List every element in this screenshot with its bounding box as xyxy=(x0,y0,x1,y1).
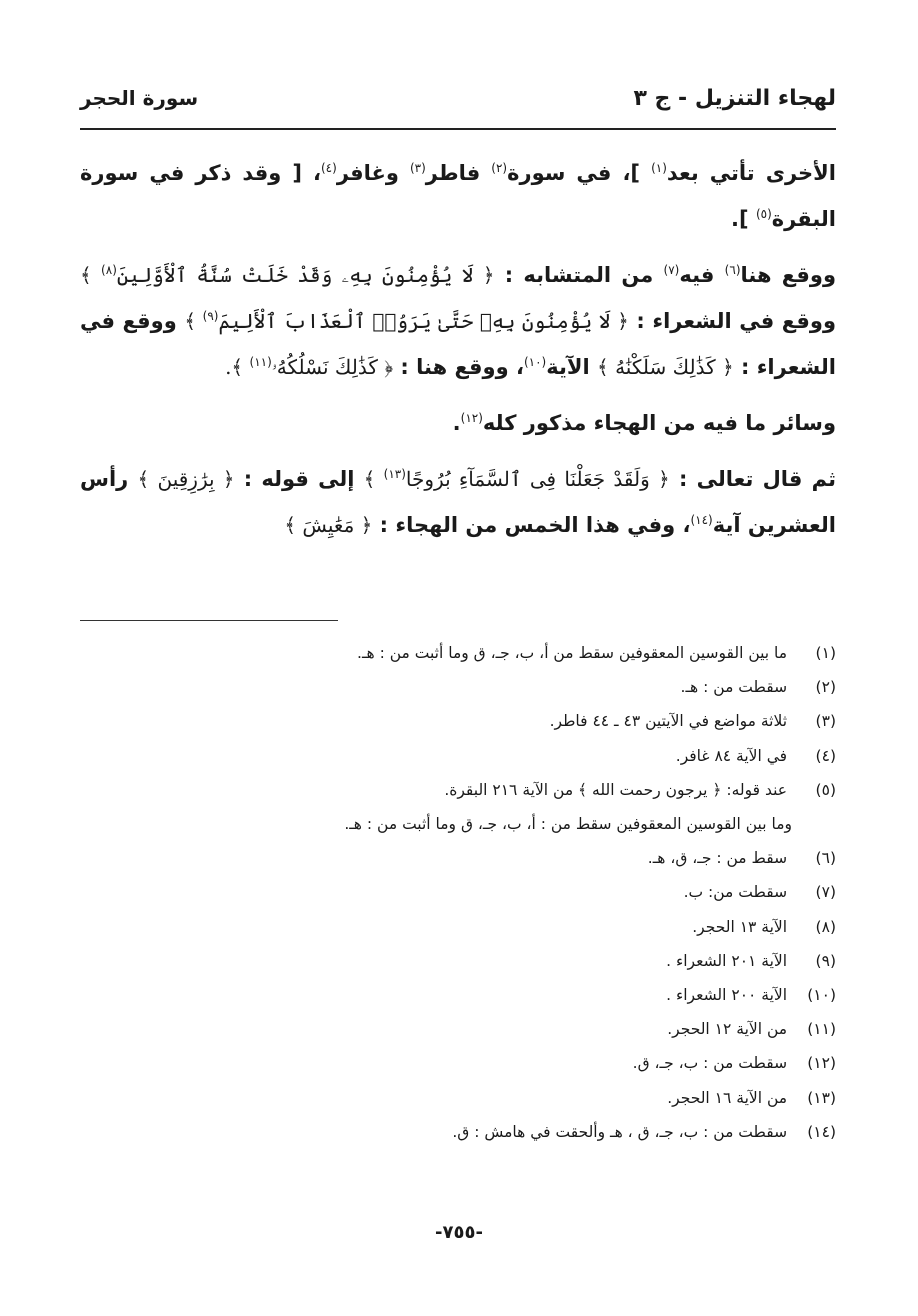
footnote-item xyxy=(80,978,836,1012)
text-run: ]، في سورة xyxy=(507,161,652,185)
text-run: فاطر xyxy=(425,161,492,185)
footnote-number: (١١) xyxy=(807,1020,836,1039)
footnote-number: (٥) xyxy=(815,780,836,799)
footnote-ref: (٥) xyxy=(755,207,772,221)
footnote-number: (١٢) xyxy=(807,1054,836,1073)
footnote-ref: (٦) xyxy=(724,263,741,277)
footnote-item xyxy=(80,1115,836,1149)
paragraph-2 xyxy=(80,252,836,390)
sura-title: سورة الحجر xyxy=(80,86,199,110)
text-run: وغافر xyxy=(336,161,410,185)
quran-quote: ﴿ وَلَقَدْ جَعَلْنَا فِى ٱلسَّمَآءِ بُرُوجًا xyxy=(405,467,670,491)
footnote-text: الآية ٢٠٠ الشعراء . xyxy=(666,986,788,1005)
footnote-text: الآية ١٣ الحجر. xyxy=(692,917,788,936)
footnote-number: (٨) xyxy=(815,917,836,936)
quran-quote: ﴿ بِرَٰزِقِينَ ﴾ xyxy=(137,467,235,491)
footnote-item xyxy=(80,1046,836,1080)
footnote-text: سقطت من : هـ. xyxy=(680,678,788,697)
text-run: ، [ وقد ذكر في سورة البقرة xyxy=(80,161,836,231)
page-number: -٧٥٥- xyxy=(435,1222,483,1243)
text-run: الآية xyxy=(546,355,597,379)
footnote-ref: (١٠) xyxy=(523,355,547,369)
footnote-ref: (١) xyxy=(651,161,667,175)
footnote-item xyxy=(80,739,836,773)
text-run: الأخرى تأتي بعد xyxy=(666,161,836,185)
footnote-ref: (٨) xyxy=(101,263,117,277)
footnote-number: (١٣) xyxy=(807,1088,836,1107)
footnote-item xyxy=(80,944,836,978)
footnote-item xyxy=(80,910,836,944)
quran-bracket: ﴾ xyxy=(80,263,102,287)
header-divider xyxy=(80,128,836,130)
text-run: ، ووقع هنا : xyxy=(393,355,524,379)
footnote-ref: (٣) xyxy=(409,161,426,175)
running-header xyxy=(80,86,836,122)
footnote-ref: (١٣) xyxy=(383,467,406,481)
text-run: رأس العشرين آية xyxy=(80,467,836,537)
footnote-number: (١) xyxy=(815,644,836,662)
footnote-text: عند قوله: ﴿ يرجون رحمت الله ﴾ من الآية ٢١٦ البقرة. xyxy=(444,780,788,799)
quran-quote: ﴿ مَعَٰيِشَ ﴾ xyxy=(284,513,373,537)
text-run: . xyxy=(452,411,461,435)
footnote-continuation xyxy=(80,807,836,841)
text-run: ووقع هنا xyxy=(740,263,837,287)
text-run: ، وفي هذا الخمس من الهجاء : xyxy=(372,513,691,537)
footnote-text: ثلاثة مواضع في الآيتين ٤٣ ـ ٤٤ فاطر. xyxy=(549,712,788,731)
footnote-item xyxy=(80,670,836,704)
footnote-divider xyxy=(80,620,338,621)
footnote-item xyxy=(80,1081,836,1115)
paragraph-4 xyxy=(80,456,836,548)
paragraph-3 xyxy=(80,400,836,446)
footnote-ref: (٤) xyxy=(320,161,337,175)
text-run: من المتشابه : xyxy=(494,263,664,287)
footnote-text: سقطت من : ب، جـ، ق. xyxy=(632,1054,788,1073)
footnote-text: سقطت من: ب. xyxy=(683,883,788,902)
paragraph-1 xyxy=(80,150,836,242)
footnote-item xyxy=(80,1012,836,1046)
footnote-item xyxy=(80,875,836,909)
text-run: إلى قوله : xyxy=(234,467,364,491)
quran-quote: ﴿ لَا يُؤْمِنُونَ بِهِۦ حَتَّىٰ يَرَوُا۟ ٱلْعَذَابَ ٱلْأَلِيمَ xyxy=(218,309,629,333)
footnote-ref: (٧) xyxy=(663,263,680,277)
footnote-number: (٣) xyxy=(815,712,836,731)
text-run: ووقع في الشعراء : xyxy=(628,309,836,333)
footnote-text: ما بين القوسين المعقوفين سقط من أ، ب، جـ، ق وما أثبت من : هـ. xyxy=(357,644,788,662)
footnote-text: في الآية ٨٤ غافر. xyxy=(675,746,788,765)
quran-quote: ﴿ كَذَٰلِكَ سَلَكْنَٰهُ ﴾ xyxy=(597,355,734,379)
footnotes xyxy=(80,636,836,1149)
footnote-ref: (١٤) xyxy=(690,513,713,527)
footnote-item xyxy=(80,636,836,670)
footnote-text: من الآية ١٢ الحجر. xyxy=(667,1020,788,1039)
text-run: وسائر ما فيه من الهجاء مذكور كله xyxy=(482,411,836,435)
quran-bracket: ﴾ xyxy=(363,467,384,491)
main-text xyxy=(80,150,836,548)
footnote-number: (٤) xyxy=(815,746,836,765)
text-run: ]. xyxy=(731,207,756,231)
footnote-text: وما بين القوسين المعقوفين سقط من : أ، ب، جـ، ق وما أثبت من : هـ. xyxy=(344,815,792,834)
text-run: فيه xyxy=(679,263,725,287)
footnote-ref: (٢) xyxy=(491,161,508,175)
footnote-ref: (١١) xyxy=(249,355,272,369)
footnote-item xyxy=(80,841,836,875)
text-run: ووقع في الشعراء : xyxy=(80,309,836,379)
footnote-number: (٦) xyxy=(815,849,836,868)
footnote-ref: (٩) xyxy=(202,309,219,323)
footnote-ref: (١٢) xyxy=(460,411,483,425)
footnote-number: (٧) xyxy=(815,883,836,902)
quran-bracket: ﴾ xyxy=(184,309,203,333)
text-run: ثم قال تعالى : xyxy=(669,467,837,491)
footnote-text: سقطت من : ب، جـ، ق ، هـ وألحقت في هامش : ق. xyxy=(452,1122,788,1141)
footnote-text: من الآية ١٦ الحجر. xyxy=(667,1088,788,1107)
footnote-item xyxy=(80,773,836,807)
footnote-number: (١٠) xyxy=(807,986,836,1005)
footnote-number: (١٤) xyxy=(807,1122,836,1141)
quran-quote: ﴿ كَذَٰلِكَ نَسْلُكُهُۥ xyxy=(271,355,394,379)
quran-quote: ﴿ لَا يُؤْمِنُونَ بِهِۦ وَقَدْ خَلَتْ سُنَّةُ ٱلْأَوَّلِينَ xyxy=(116,263,495,287)
footnote-number: (٢) xyxy=(815,678,836,697)
footnote-text: الآية ٢٠١ الشعراء . xyxy=(666,951,788,970)
footnote-item xyxy=(80,704,836,738)
footnote-text: سقط من : جـ، ق، هـ. xyxy=(647,849,788,868)
book-title: لهجاء التنزيل - ج ٣ xyxy=(633,86,836,111)
footnote-number: (٩) xyxy=(815,951,836,970)
quran-bracket: ﴾. xyxy=(225,355,250,379)
